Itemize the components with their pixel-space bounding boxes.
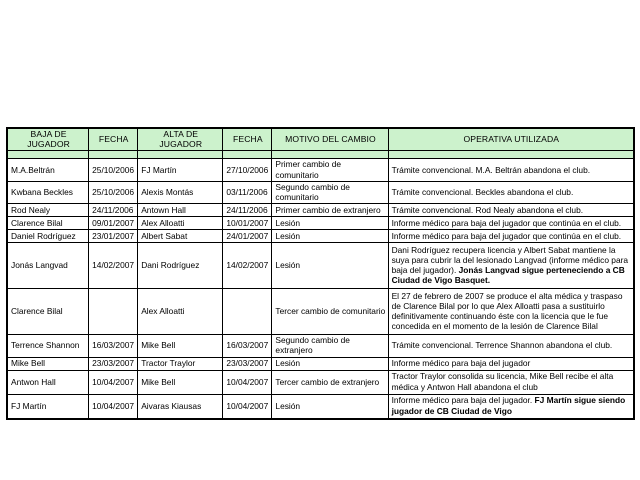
operativa-text: Trámite convencional. M.A. Beltrán abandona el club.: [391, 164, 591, 175]
spacer-cell: [223, 151, 272, 159]
table-header-row: [8, 129, 634, 151]
cell-motivo: Segundo cambio de extranjero: [272, 335, 388, 357]
table-row: [8, 204, 634, 217]
table-header-spacer-row: [8, 151, 634, 159]
cell-fecha1: [89, 289, 138, 335]
cell-operativa: [388, 335, 633, 357]
operativa-text: Informe médico para baja del jugador.: [391, 395, 535, 406]
cell-fecha1: 23/03/2007: [89, 357, 138, 370]
cell-fecha2: 14/02/2007: [223, 243, 272, 289]
cell-motivo: Tercer cambio de comunitario: [272, 289, 388, 335]
cell-operativa: [388, 204, 633, 217]
operativa-text: Informe médico para baja del jugador que continúa en el club.: [391, 230, 622, 241]
cell-fecha2: 10/01/2007: [223, 217, 272, 230]
cell-baja: Rod Nealy: [8, 204, 89, 217]
table-header: [8, 129, 634, 159]
cell-fecha2: 24/11/2006: [223, 204, 272, 217]
cell-alta: Dani Rodríguez: [138, 243, 223, 289]
spacer-cell: [89, 151, 138, 159]
column-header-baja-de-jugador: BAJA DE JUGADOR: [8, 129, 89, 151]
cell-motivo: Lesión: [272, 394, 388, 418]
cell-fecha1: 10/04/2007: [89, 370, 138, 394]
cell-motivo: Lesión: [272, 243, 388, 289]
column-header-motivo-del-cambio: MOTIVO DEL CAMBIO: [272, 129, 388, 151]
table-row: [8, 289, 634, 335]
operativa-text: Trámite convencional. Rod Nealy abandona el club.: [391, 204, 584, 215]
cell-alta: Aivaras Kiausas: [138, 394, 223, 418]
cell-fecha1: 14/02/2007: [89, 243, 138, 289]
cell-alta: Antown Hall: [138, 204, 223, 217]
spacer-cell: [388, 151, 633, 159]
cell-operativa: [388, 289, 633, 335]
operativa-text: Tractor Traylor consolida su licencia, Mike Bell recibe el alta médica y Antwon Hall abandona el club: [391, 371, 614, 392]
cell-fecha1: 25/10/2006: [89, 181, 138, 203]
cell-baja: M.A.Beltrán: [8, 159, 89, 181]
column-header-operativa-utilizada: OPERATIVA UTILIZADA: [388, 129, 633, 151]
cell-fecha2: 24/01/2007: [223, 230, 272, 243]
cell-fecha2: 10/04/2007: [223, 370, 272, 394]
cell-fecha1: 24/11/2006: [89, 204, 138, 217]
cell-alta: Mike Bell: [138, 370, 223, 394]
operativa-text: Informe médico para baja del jugador: [391, 358, 531, 369]
spacer-cell: [138, 151, 223, 159]
cell-operativa: [388, 181, 633, 203]
table-row: [8, 181, 634, 203]
cell-operativa: [388, 394, 633, 418]
cell-fecha2: [223, 289, 272, 335]
cell-operativa: [388, 230, 633, 243]
cell-motivo: Lesión: [272, 357, 388, 370]
table-row: [8, 159, 634, 181]
player-transfers-table-container: [7, 128, 634, 419]
column-header-alta-de-jugador: ALTA DE JUGADOR: [138, 129, 223, 151]
cell-baja: Mike Bell: [8, 357, 89, 370]
cell-operativa: [388, 159, 633, 181]
cell-baja: Kwbana Beckles: [8, 181, 89, 203]
operativa-text: El 27 de febrero de 2007 se produce el alta médica y traspaso de Clarence Bilal por lo que Alex Alloatti pasa a sustituirlo definitivamente continuando éste con la licencia que le fue concedida en el momento de la lesión de Clarence Bilal: [391, 290, 623, 332]
cell-motivo: Lesión: [272, 230, 388, 243]
cell-fecha1: 09/01/2007: [89, 217, 138, 230]
cell-alta: Tractor Traylor: [138, 357, 223, 370]
column-header-fecha-alta: FECHA: [223, 129, 272, 151]
operativa-text-emphasis: FJ Martín sigue siendo jugador de CB Ciudad de Vigo: [391, 395, 626, 416]
spacer-cell: [8, 151, 89, 159]
cell-fecha1: 25/10/2006: [89, 159, 138, 181]
operativa-text: Informe médico para baja del jugador que continúa en el club.: [391, 217, 622, 228]
table-row: [8, 394, 634, 418]
cell-motivo: Segundo cambio de comunitario: [272, 181, 388, 203]
table-row: [8, 243, 634, 289]
cell-alta: Mike Bell: [138, 335, 223, 357]
cell-fecha2: 27/10/2006: [223, 159, 272, 181]
cell-baja: Terrence Shannon: [8, 335, 89, 357]
cell-fecha2: 03/11/2006: [223, 181, 272, 203]
operativa-text: Dani Rodríguez recupera licencia y Albert Sabat mantiene la suya para cubrir la del lesionado Langvad (informe médico para baja del jugador).: [391, 244, 629, 276]
cell-fecha1: 16/03/2007: [89, 335, 138, 357]
player-transfers-table: [7, 128, 634, 419]
cell-motivo: Primer cambio de extranjero: [272, 204, 388, 217]
cell-motivo: Lesión: [272, 217, 388, 230]
operativa-text: Trámite convencional. Terrence Shannon abandona el club.: [391, 340, 613, 351]
spacer-cell: [272, 151, 388, 159]
table-body: [8, 159, 634, 418]
cell-alta: Alexis Montás: [138, 181, 223, 203]
cell-baja: Daniel Rodríguez: [8, 230, 89, 243]
cell-fecha2: 10/04/2007: [223, 394, 272, 418]
cell-alta: Alex Alloatti: [138, 289, 223, 335]
cell-baja: Clarence Bilal: [8, 289, 89, 335]
cell-motivo: Tercer cambio de extranjero: [272, 370, 388, 394]
cell-alta: FJ Martín: [138, 159, 223, 181]
table-row: [8, 370, 634, 394]
operativa-text-emphasis: Jonás Langvad sigue perteneciendo a CB Ciudad de Vigo Basquet.: [391, 265, 625, 286]
cell-operativa: [388, 243, 633, 289]
column-header-fecha-baja: FECHA: [89, 129, 138, 151]
cell-fecha1: 23/01/2007: [89, 230, 138, 243]
cell-motivo: Primer cambio de comunitario: [272, 159, 388, 181]
cell-fecha2: 23/03/2007: [223, 357, 272, 370]
cell-fecha2: 16/03/2007: [223, 335, 272, 357]
cell-operativa: [388, 357, 633, 370]
table-row: [8, 357, 634, 370]
cell-baja: Clarence Bilal: [8, 217, 89, 230]
table-row: [8, 217, 634, 230]
table-row: [8, 335, 634, 357]
cell-fecha1: 10/04/2007: [89, 394, 138, 418]
table-row: [8, 230, 634, 243]
operativa-text: Trámite convencional. Beckles abandona el club.: [391, 186, 574, 197]
cell-operativa: [388, 217, 633, 230]
cell-baja: Antwon Hall: [8, 370, 89, 394]
cell-baja: FJ Martín: [8, 394, 89, 418]
cell-alta: Albert Sabat: [138, 230, 223, 243]
cell-operativa: [388, 370, 633, 394]
cell-baja: Jonás Langvad: [8, 243, 89, 289]
cell-alta: Alex Alloatti: [138, 217, 223, 230]
